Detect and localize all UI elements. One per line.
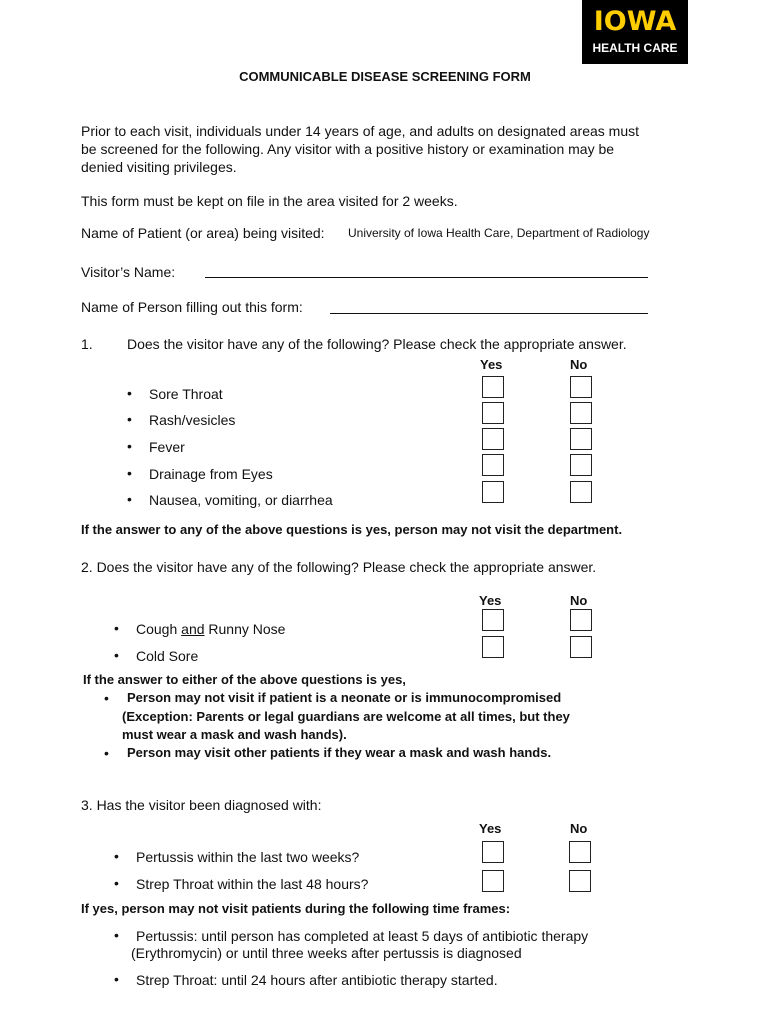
- section2-question: 2. Does the visitor have any of the following? Please check the appropriate answer.: [81, 559, 597, 575]
- bullet: •: [127, 465, 132, 481]
- pertussis-rule-line-2: (Erythromycin) or until three weeks after pertussis is diagnosed: [131, 945, 522, 961]
- section3-item-yes-checkbox[interactable]: [482, 870, 504, 892]
- person-filling-field[interactable]: [330, 296, 648, 314]
- bullet: •: [114, 875, 119, 891]
- section1-no-header: No: [570, 357, 588, 372]
- intro-line-1: Prior to each visit, individuals under 14 years of age, and adults on designated areas must: [81, 123, 639, 139]
- bullet: •: [127, 411, 132, 427]
- section1-warning: If the answer to any of the above questions is yes, person may not visit the department.: [81, 522, 623, 537]
- bullet: •: [114, 971, 119, 987]
- section2-warning-1-line-2: (Exception: Parents or legal guardians are welcome at all times, but they: [122, 709, 570, 724]
- section2-warning-1-line-1: Person may not visit if patient is a neonate or is immunocompromised: [127, 690, 562, 705]
- bullet: •: [114, 848, 119, 864]
- form-title: COMMUNICABLE DISEASE SCREENING FORM: [239, 69, 531, 84]
- bullet: •: [127, 438, 132, 454]
- section2-item-yes-checkbox[interactable]: [482, 609, 504, 631]
- section2-item-no-checkbox[interactable]: [570, 636, 592, 658]
- section1-item-yes-checkbox[interactable]: [482, 376, 504, 398]
- section1-item-yes-checkbox[interactable]: [482, 428, 504, 450]
- person-filling-label: Name of Person filling out this form:: [81, 299, 303, 315]
- pertussis-rule-line-1: Pertussis: until person has completed at least 5 days of antibiotic therapy: [136, 928, 589, 944]
- patient-label: Name of Patient (or area) being visited:: [81, 225, 325, 241]
- section2-no-header: No: [570, 593, 588, 608]
- section3-item-label: Pertussis within the last two weeks?: [136, 849, 360, 865]
- intro-line-3: denied visiting privileges.: [81, 159, 237, 175]
- bullet: •: [114, 620, 119, 636]
- section2-item-yes-checkbox[interactable]: [482, 636, 504, 658]
- section3-item-label: Strep Throat within the last 48 hours?: [136, 876, 369, 892]
- section3-warning: If yes, person may not visit patients during the following time frames:: [81, 901, 511, 916]
- keep-note: This form must be kept on file in the area visited for 2 weeks.: [81, 193, 458, 209]
- iowa-health-care-logo: [582, 0, 688, 64]
- section2-yes-header: Yes: [479, 593, 502, 608]
- section2-item-no-checkbox[interactable]: [570, 609, 592, 631]
- section2-warning-head: If the answer to either of the above questions is yes,: [83, 672, 406, 687]
- section1-yes-header: Yes: [480, 357, 503, 372]
- bullet: •: [127, 491, 132, 507]
- logo-subtitle: HEALTH CARE: [592, 41, 678, 55]
- section1-item-yes-checkbox[interactable]: [482, 402, 504, 424]
- visitor-name-label: Visitor’s Name:: [81, 264, 176, 280]
- bullet: •: [114, 927, 119, 943]
- bullet: •: [114, 647, 119, 663]
- section1-item-label: Drainage from Eyes: [149, 466, 273, 482]
- section1-item-yes-checkbox[interactable]: [482, 481, 504, 503]
- logo-wordmark: IOWA: [593, 6, 677, 37]
- section3-yes-header: Yes: [479, 821, 502, 836]
- section3-item-yes-checkbox[interactable]: [482, 841, 504, 863]
- section3-item-no-checkbox[interactable]: [569, 870, 591, 892]
- section1-item-no-checkbox[interactable]: [570, 402, 592, 424]
- section1-item-label: Sore Throat: [149, 386, 223, 402]
- intro-line-2: be screened for the following. Any visitor with a positive history or examination may be: [81, 141, 615, 157]
- section1-item-no-checkbox[interactable]: [570, 481, 592, 503]
- section1-item-label: Rash/vesicles: [149, 412, 236, 428]
- strep-rule: Strep Throat: until 24 hours after antibiotic therapy started.: [136, 972, 498, 988]
- section3-item-no-checkbox[interactable]: [569, 841, 591, 863]
- bullet: •: [104, 745, 109, 761]
- section2-item-label: Cough and Runny Nose: [136, 621, 286, 637]
- section1-item-no-checkbox[interactable]: [570, 376, 592, 398]
- visitor-name-field[interactable]: [205, 260, 648, 278]
- section1-item-yes-checkbox[interactable]: [482, 454, 504, 476]
- section3-no-header: No: [570, 821, 588, 836]
- section1-number: 1.: [81, 336, 93, 352]
- bullet: •: [127, 385, 132, 401]
- section2-warning-2: Person may visit other patients if they wear a mask and wash hands.: [127, 745, 552, 760]
- section3-question: 3. Has the visitor been diagnosed with:: [81, 797, 322, 813]
- section1-item-label: Fever: [149, 439, 185, 455]
- section1-question: Does the visitor have any of the following? Please check the appropriate answer.: [127, 336, 627, 352]
- bullet: •: [104, 690, 109, 706]
- section1-item-no-checkbox[interactable]: [570, 428, 592, 450]
- section1-item-label: Nausea, vomiting, or diarrhea: [149, 492, 333, 508]
- section1-item-no-checkbox[interactable]: [570, 454, 592, 476]
- patient-value: University of Iowa Health Care, Department of Radiology: [348, 226, 650, 240]
- section2-item-label: Cold Sore: [136, 648, 199, 664]
- section2-warning-1-line-3: must wear a mask and wash hands).: [122, 727, 347, 742]
